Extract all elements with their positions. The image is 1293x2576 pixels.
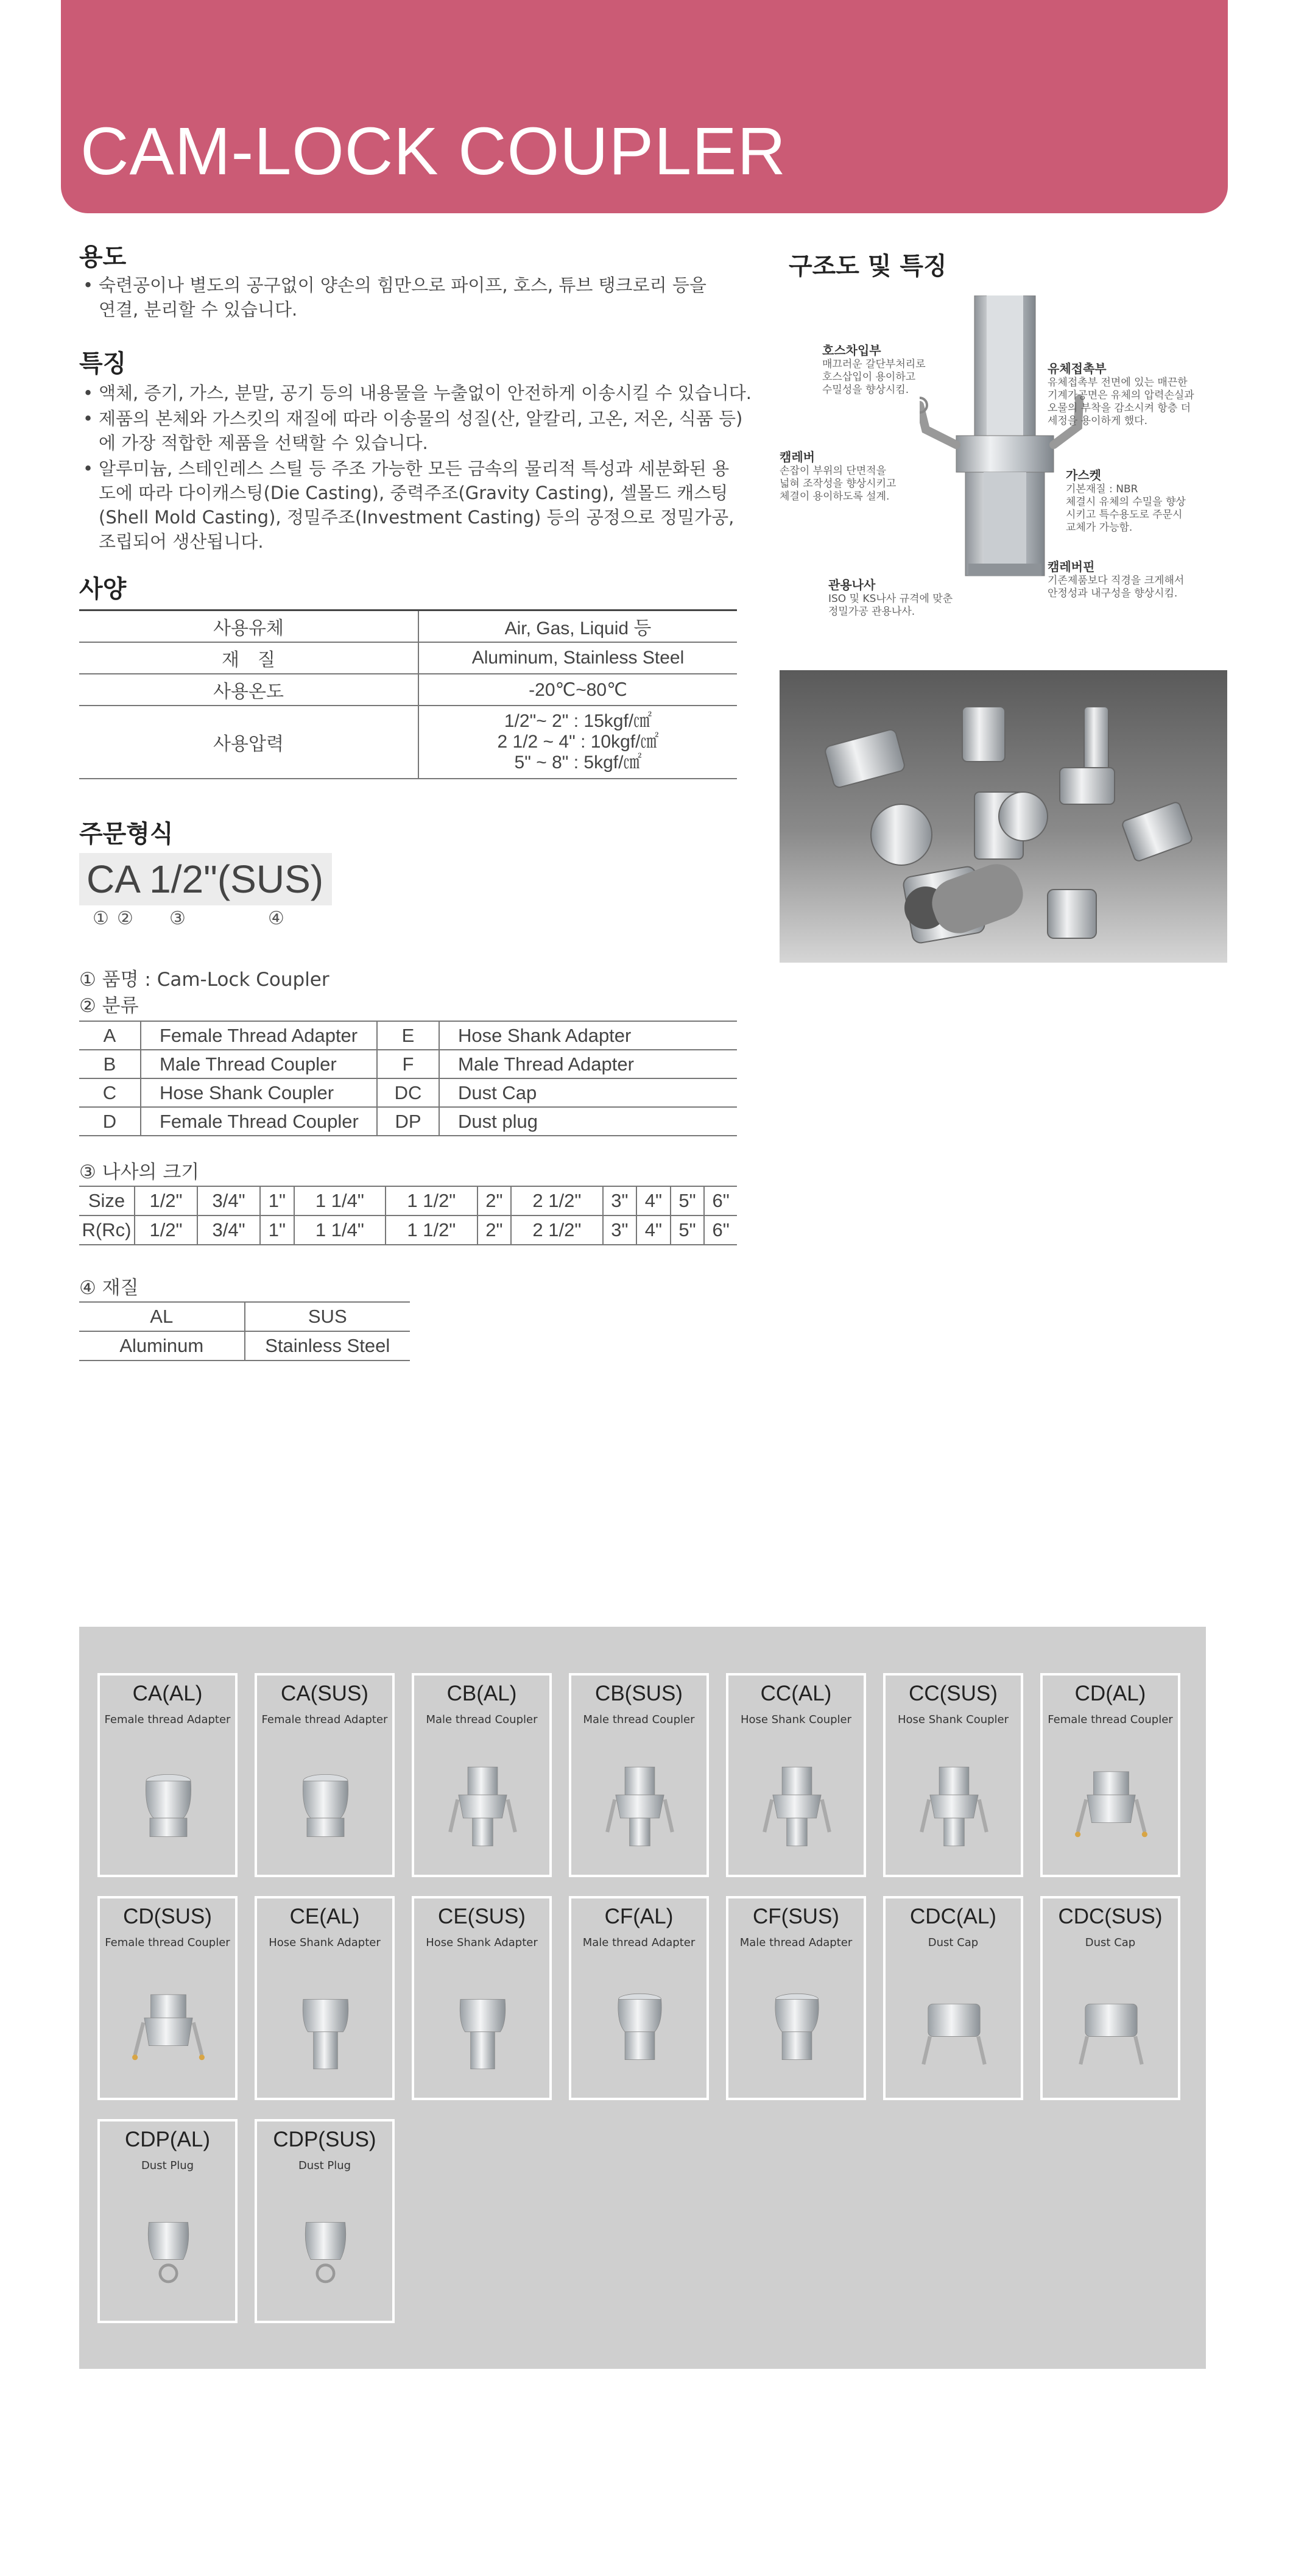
product-description: Hose Shank Adapter [426, 1936, 538, 1949]
product-card [883, 1673, 1023, 1877]
product-description: Dust Cap [928, 1936, 979, 1949]
coupler-product-image [1073, 1978, 1149, 2081]
spec-value: -20℃~80℃ [418, 674, 737, 706]
coupler-product-image [287, 2201, 364, 2304]
product-code: CB(SUS) [595, 1682, 683, 1705]
coupler-product-image [1073, 1755, 1149, 1858]
coupler-product-image [445, 1978, 521, 2081]
product-card [97, 1896, 238, 2100]
coupler-product-image [287, 1978, 364, 2081]
product-description: Female thread Adapter [261, 1713, 388, 1726]
product-catalog-panel [79, 1627, 1206, 2369]
coupler-product-image [130, 2201, 206, 2304]
coupler-product-image [602, 1755, 678, 1858]
annotation-cam-lever: 캠레버 손잡이 부위의 단면적을 넓혀 조작성을 향상시키고 체결이 용이하도록 설계. [780, 450, 897, 503]
product-card [255, 1896, 395, 2100]
page-title: CAM-LOCK COUPLER [80, 114, 786, 189]
spec-key: 재 질 [79, 642, 418, 674]
coupler-product-image [916, 1755, 992, 1858]
product-card [1040, 1673, 1180, 1877]
spec-table [79, 609, 737, 779]
product-code: CC(AL) [760, 1682, 832, 1705]
material-label: ④ 재질 [79, 1277, 139, 1299]
usage-line: • 숙련공이나 별도의 공구없이 양손의 힘만으로 파이프, 호스, 튜브 탱크로리 등을 연결, 분리할 수 있습니다. [79, 273, 706, 322]
size-label: ③ 나사의 크기 [79, 1161, 200, 1183]
product-code: CDP(SUS) [273, 2128, 376, 2151]
product-code: CD(SUS) [123, 1905, 212, 1928]
usage-text [79, 273, 706, 323]
product-description: Male thread Coupler [426, 1713, 538, 1726]
table-row [79, 610, 737, 643]
coupler-product-image [445, 1755, 521, 1858]
spec-value: Air, Gas, Liquid 등 [418, 610, 737, 643]
product-card [1040, 1896, 1180, 2100]
table-row: C Hose Shank Coupler DC Dust Cap [79, 1078, 737, 1107]
product-name-label: ① 품명 : Cam-Lock Coupler [79, 969, 329, 991]
classification-table [79, 1021, 737, 1136]
product-code: CDC(AL) [910, 1905, 996, 1928]
order-code: CA 1/2"(SUS) [79, 853, 332, 905]
table-row: Size 1/2" 3/4" 1" 1 1/4" 1 1/2" 2" 2 1/2" 3" 4" 5" 6" [79, 1186, 737, 1215]
order-marker: ③ [169, 908, 186, 929]
product-card [569, 1896, 709, 2100]
coupler-product-image [287, 1755, 364, 1858]
coupler-product-image [916, 1978, 992, 2081]
product-code: CC(SUS) [909, 1682, 998, 1705]
product-description: Dust Plug [298, 2159, 351, 2172]
coupler-product-image [602, 1978, 678, 2081]
product-code: CDP(AL) [124, 2128, 211, 2151]
coupler-product-image [759, 1755, 835, 1858]
annotation-cam-lever-pin: 캠레버핀 기존제품보다 직경을 크게해서 안정성과 내구성을 향상시킴. [1048, 559, 1185, 600]
coupler-product-image [130, 1755, 206, 1858]
product-description: Hose Shank Coupler [740, 1713, 852, 1726]
product-description: Hose Shank Coupler [897, 1713, 1009, 1726]
product-description: Male thread Adapter [582, 1936, 696, 1949]
product-description: Female thread Coupler [105, 1936, 230, 1949]
spec-key: 사용유체 [79, 610, 418, 643]
product-card [412, 1673, 552, 1877]
coupler-group-illustration [780, 670, 1227, 963]
product-code: CE(SUS) [438, 1905, 526, 1928]
product-description: Male thread Adapter [739, 1936, 853, 1949]
product-code: CD(AL) [1074, 1682, 1146, 1705]
coupler-product-image [759, 1978, 835, 2081]
feature-item: • 제품의 본체와 가스킷의 재질에 따라 이송물의 성질(산, 알칼리, 고온, 저온, 식품 등) 에 가장 적합한 제품을 선택할 수 있습니다. [79, 406, 761, 455]
product-card [412, 1896, 552, 2100]
product-code: CDC(SUS) [1058, 1905, 1163, 1928]
product-card [883, 1896, 1023, 2100]
product-code: CF(AL) [604, 1905, 674, 1928]
annotation-gasket: 가스켓 기본재질 : NBR 체결시 유체의 수밀을 향상 시키고 특수용도로 주문시 교체가 가능함. [1066, 468, 1186, 534]
table-row: A Female Thread Adapter E Hose Shank Adapter [79, 1021, 737, 1050]
table-row: AL SUS [79, 1302, 410, 1331]
features-heading: 특징 [79, 350, 127, 378]
material-table [79, 1301, 410, 1361]
usage-heading: 용도 [79, 243, 127, 271]
product-description: Male thread Coupler [583, 1713, 695, 1726]
product-code: CE(AL) [289, 1905, 360, 1928]
annotation-hose-insert: 호스차입부 매끄러운 갈단부처리로 호스삽입이 용이하고 수밀성을 향상시킴. [822, 343, 926, 396]
size-table [79, 1186, 737, 1245]
structure-diagram [780, 295, 1230, 618]
table-row: B Male Thread Coupler F Male Thread Adapter [79, 1050, 737, 1078]
table-row [79, 674, 737, 706]
order-heading: 주문형식 [79, 820, 174, 848]
coupler-product-image [130, 1978, 206, 2081]
product-description: Female thread Coupler [1048, 1713, 1173, 1726]
spec-heading: 사양 [79, 575, 127, 603]
coupler-cutaway-illustration [920, 295, 1090, 600]
order-marker: ④ [268, 908, 284, 929]
structure-heading: 구조도 및 특징 [789, 252, 947, 280]
table-row: D Female Thread Coupler DP Dust plug [79, 1107, 737, 1136]
annotation-fluid-contact: 유체접촉부 유체접촉부 전면에 있는 매끈한 기계가공면은 유체의 압력손실과 오물의 부착을 감소시켜 항층 더 세정을 용이하게 했다. [1048, 361, 1194, 427]
table-row: Aluminum Stainless Steel [79, 1331, 410, 1361]
product-description: Dust Cap [1085, 1936, 1136, 1949]
product-card [255, 2119, 395, 2323]
product-card [726, 1896, 866, 2100]
product-card [569, 1673, 709, 1877]
feature-item: • 액체, 증기, 가스, 분말, 공기 등의 내용물을 누출없이 안전하게 이송시킬 수 있습니다. [79, 381, 761, 405]
product-card [97, 1673, 238, 1877]
product-description: Female thread Adapter [104, 1713, 231, 1726]
product-card [726, 1673, 866, 1877]
spec-key: 사용압력 [79, 706, 418, 779]
features-list [79, 381, 761, 555]
product-card [255, 1673, 395, 1877]
spec-value: 1/2"~ 2" : 15kgf/㎠ 2 1/2 ~ 4" : 10kgf/㎠ 5" ~ 8" : 5kgf/㎠ [418, 706, 737, 779]
product-code: CB(AL) [446, 1682, 517, 1705]
title-banner [61, 0, 1228, 213]
classification-label: ② 분류 [79, 995, 139, 1017]
product-description: Dust Plug [141, 2159, 194, 2172]
spec-key: 사용온도 [79, 674, 418, 706]
product-code: CA(SUS) [281, 1682, 368, 1705]
spec-value: Aluminum, Stainless Steel [418, 642, 737, 674]
product-code: CF(SUS) [753, 1905, 839, 1928]
table-row [79, 706, 737, 779]
table-row: R(Rc) 1/2" 3/4" 1" 1 1/4" 1 1/2" 2" 2 1/2" 3" 4" 5" 6" [79, 1215, 737, 1245]
product-code: CA(AL) [132, 1682, 203, 1705]
table-row [79, 642, 737, 674]
annotation-pipe-thread: 관용나사 ISO 및 KS나사 규격에 맞춘 정밀가공 관용나사. [828, 578, 953, 618]
product-description: Hose Shank Adapter [269, 1936, 381, 1949]
feature-item: • 알루미늄, 스테인레스 스틸 등 주조 가능한 모든 금속의 물리적 특성과 세분화된 용 도에 따라 다이캐스팅(Die Casting), 중력주조(Gravity Casting), 셀몰드 캐스팅 (Shell Mold Casting), 정밀주조(Investment Casting) 등의 공정으로 정밀가공, 조립되어 생산됩니다. [79, 456, 761, 554]
order-marker: ① [93, 908, 109, 929]
product-group-photo [780, 670, 1227, 963]
product-card [97, 2119, 238, 2323]
order-marker: ② [117, 908, 133, 929]
